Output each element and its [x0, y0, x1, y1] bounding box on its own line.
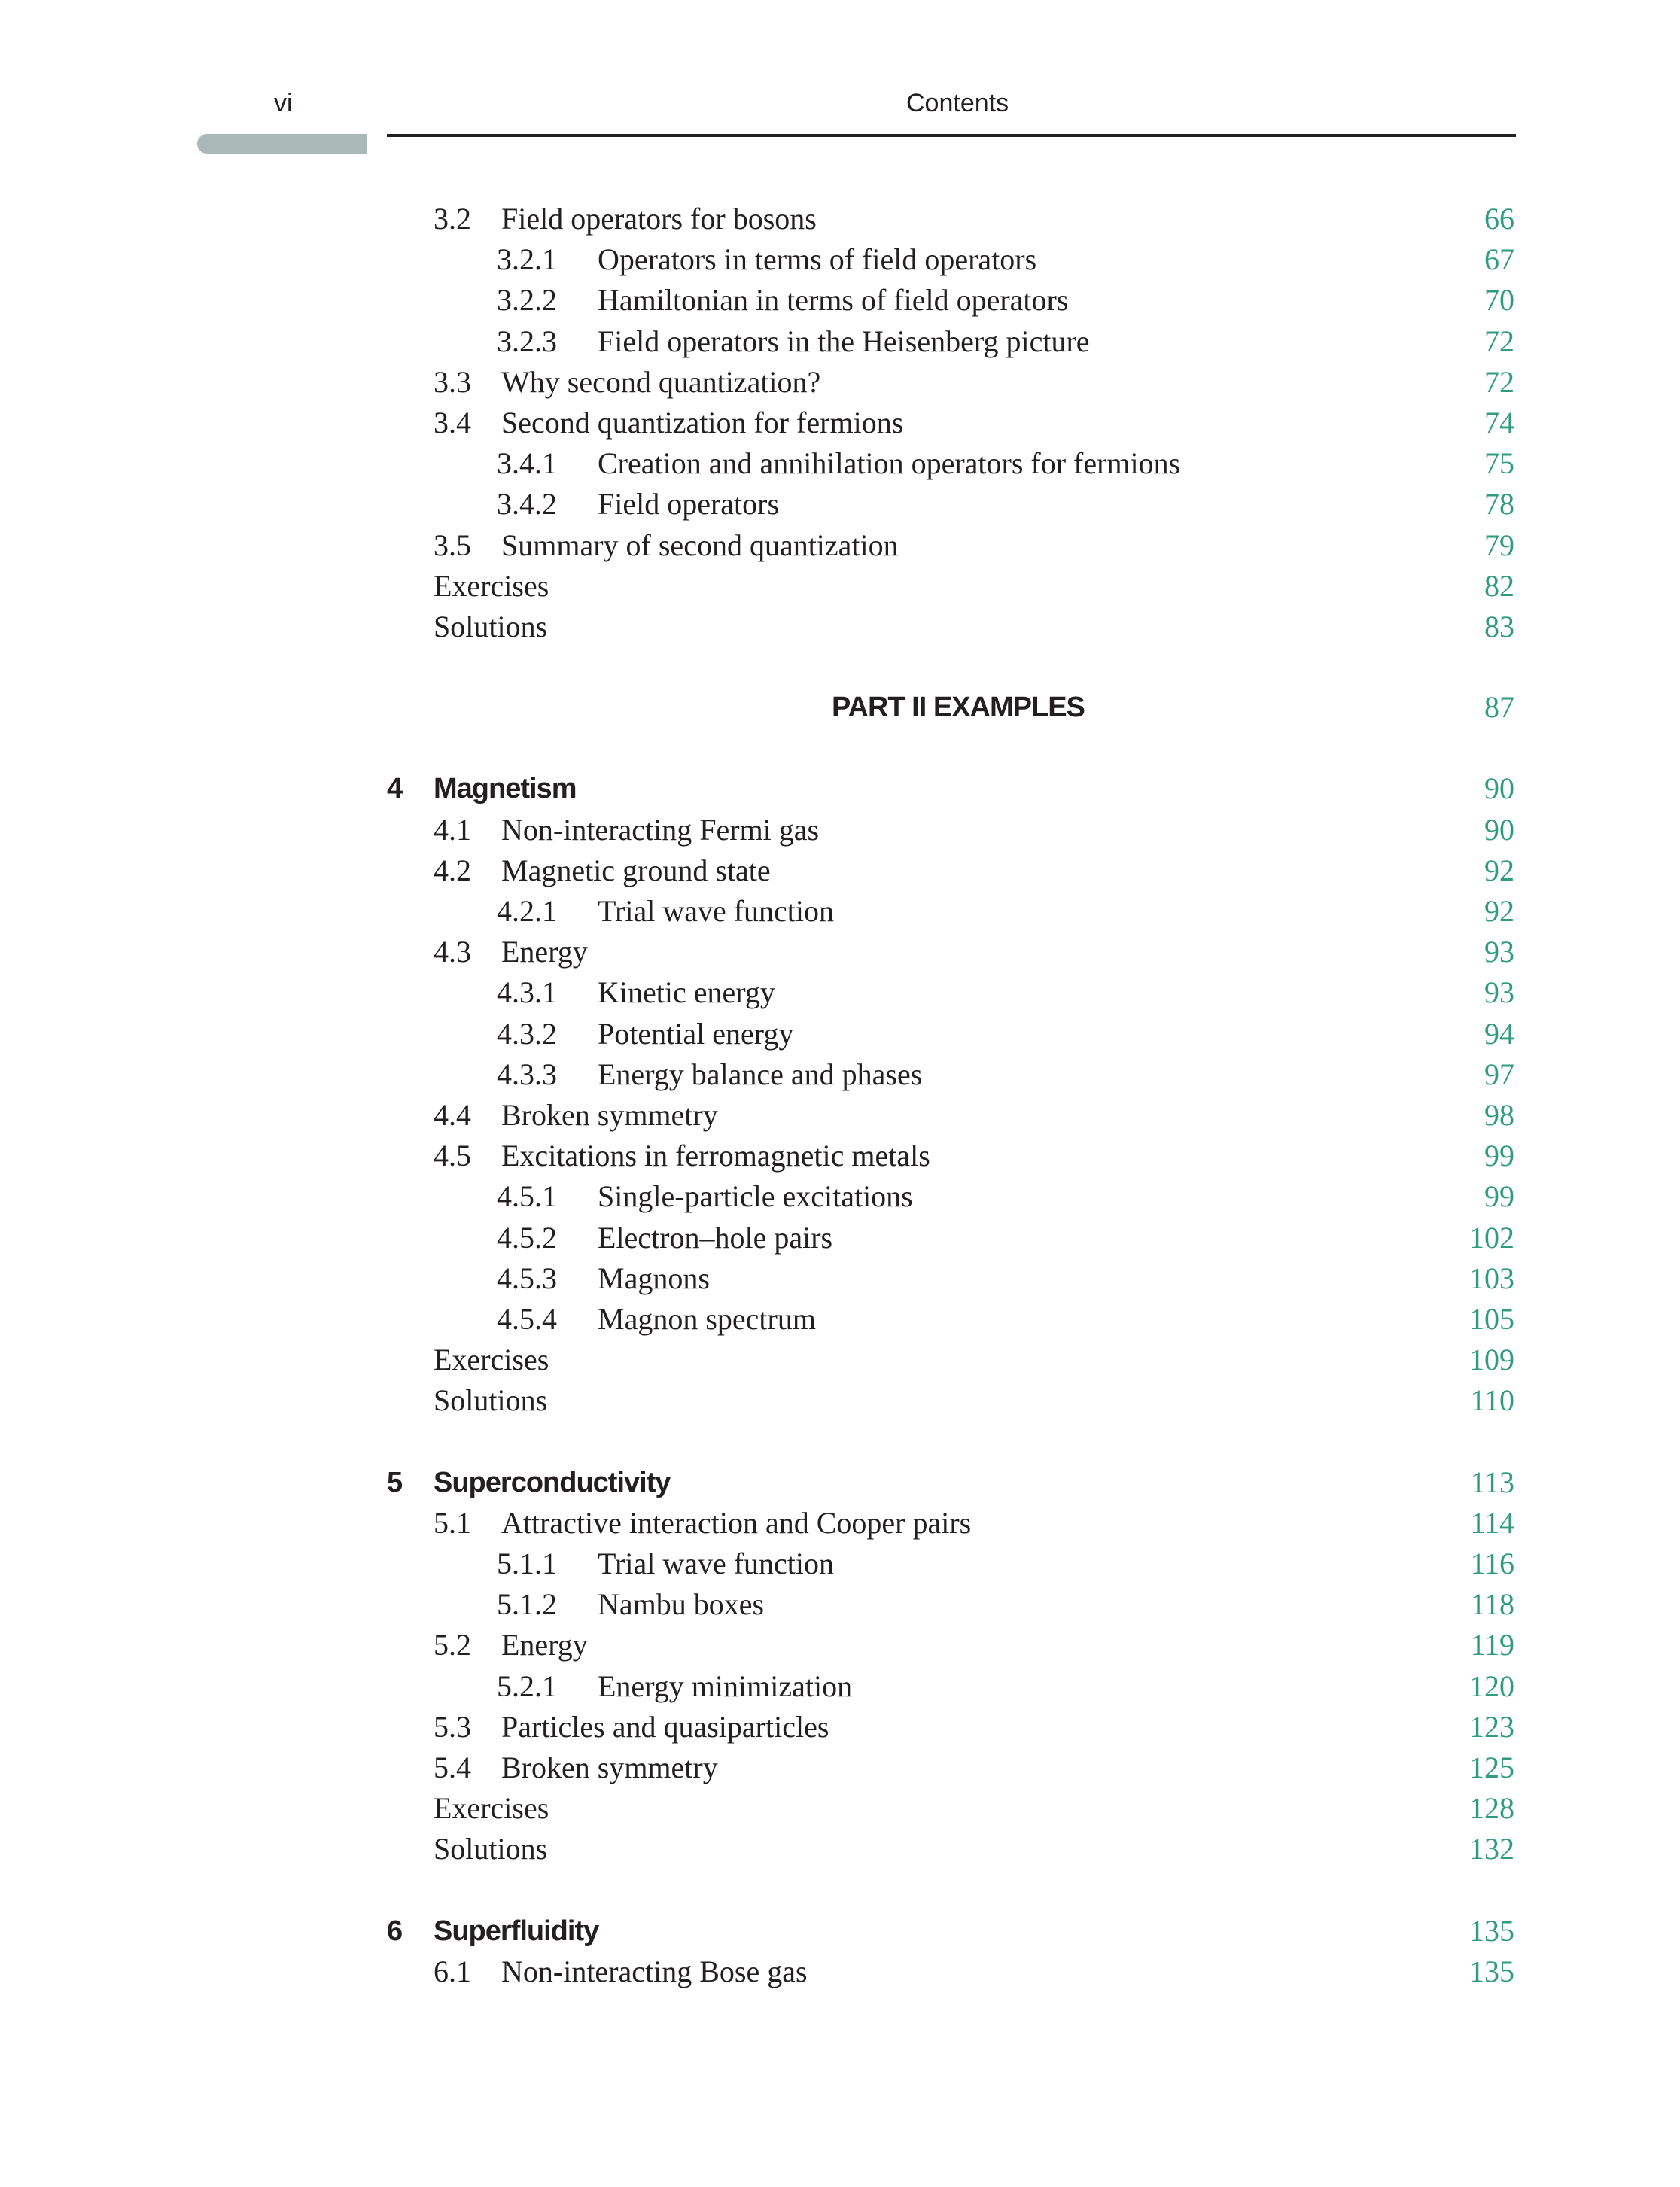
toc-subsection[interactable]: [0, 1584, 1680, 1625]
toc-entry-number: 5.2: [434, 1628, 471, 1662]
toc-entry-page: 72: [1484, 324, 1514, 358]
toc-entry-page: 113: [1470, 1465, 1514, 1499]
toc-entry-page: 125: [1469, 1751, 1514, 1784]
toc-entry-number: 4.3.1: [497, 975, 557, 1010]
toc-subsection[interactable]: [0, 1054, 1680, 1095]
toc-entry-number: 4.5.4: [497, 1302, 557, 1336]
toc-entry-title: Broken symmetry: [501, 1751, 718, 1784]
toc-entry-page: 87: [1484, 690, 1514, 725]
toc-entry-page: 83: [1484, 610, 1514, 643]
toc-entry-number: 5: [387, 1466, 403, 1498]
toc-entry-title: Magnons: [598, 1261, 710, 1295]
toc-entry-page: 70: [1484, 283, 1514, 318]
toc-plain[interactable]: [0, 1829, 1680, 1869]
toc-entry-number: 3.5: [434, 528, 471, 562]
toc-entry-title: Field operators for bosons: [501, 202, 817, 236]
toc-entry-number: 4.5.1: [497, 1179, 557, 1214]
toc-subsection[interactable]: [0, 1299, 1680, 1340]
toc-entry-page: 92: [1484, 894, 1514, 928]
toc-entry-title: Energy minimization: [598, 1668, 853, 1703]
toc-entry-title: Exercises: [434, 568, 549, 603]
toc-entry-page: 128: [1469, 1791, 1514, 1826]
toc-section[interactable]: [0, 850, 1680, 891]
toc-entry-title: Solutions: [434, 610, 548, 643]
toc-entry-title: Operators in terms of field operators: [598, 242, 1037, 277]
toc-section[interactable]: [0, 1136, 1680, 1176]
toc-entry-title: Energy balance and phases: [598, 1057, 923, 1091]
toc-entry-title: Hamiltonian in terms of field operators: [598, 283, 1069, 318]
toc-entry-title: PART II EXAMPLES: [832, 692, 1085, 724]
toc-section[interactable]: [0, 932, 1680, 972]
toc-entry-number: 5.1: [434, 1505, 471, 1540]
toc-entry-title: Field operators: [598, 487, 780, 522]
toc-entry-page: 93: [1484, 935, 1514, 969]
toc-entry-number: 5.3: [434, 1709, 471, 1744]
toc-entry-title: Magnetism: [434, 773, 577, 805]
toc-entry-title: Magnetic ground state: [501, 853, 771, 887]
toc-entry-number: 4.2.1: [497, 894, 557, 928]
toc-plain[interactable]: [0, 566, 1680, 607]
toc-section[interactable]: [0, 525, 1680, 566]
toc-entry-page: 74: [1484, 406, 1514, 440]
header-title: Contents: [906, 89, 1009, 117]
toc-entry-page: 102: [1469, 1220, 1514, 1255]
toc-entry-title: Attractive interaction and Cooper pairs: [501, 1505, 972, 1540]
toc-entry-title: Non-interacting Fermi gas: [501, 812, 820, 847]
toc-entry-title: Trial wave function: [598, 894, 835, 928]
toc-entry-title: Energy: [501, 1628, 588, 1662]
toc-entry-title: Exercises: [434, 1343, 549, 1377]
toc-entry-number: 4.3.3: [497, 1057, 557, 1091]
toc-chapter[interactable]: [0, 1911, 1680, 1951]
toc-section[interactable]: [0, 1625, 1680, 1665]
toc-entry-number: 5.4: [434, 1751, 471, 1784]
toc-entry-page: 110: [1470, 1383, 1514, 1418]
toc-entry-page: 79: [1484, 528, 1514, 562]
toc-subsection[interactable]: [0, 1218, 1680, 1258]
toc-entry-number: 4.1: [434, 812, 471, 847]
toc-entry-page: 75: [1484, 446, 1514, 481]
toc-subsection[interactable]: [0, 1258, 1680, 1299]
toc-subsection[interactable]: [0, 891, 1680, 932]
toc-entry-page: 132: [1469, 1832, 1514, 1866]
toc-entry-title: Second quantization for fermions: [501, 406, 904, 440]
toc-entry-page: 116: [1470, 1547, 1514, 1580]
toc-entry-page: 82: [1484, 568, 1514, 603]
toc-entry-number: 4.4: [434, 1098, 471, 1132]
toc-entry-page: 109: [1469, 1343, 1514, 1377]
toc-entry-page: 97: [1484, 1057, 1514, 1091]
toc-entry-page: 93: [1484, 975, 1514, 1010]
toc-subsection[interactable]: [0, 1666, 1680, 1707]
toc-subsection[interactable]: [0, 1014, 1680, 1054]
toc-entry-page: 105: [1469, 1302, 1514, 1336]
toc-entry-number: 3.2.2: [497, 283, 557, 318]
toc-section[interactable]: [0, 1951, 1680, 1992]
toc-entry-number: 4.5.3: [497, 1261, 557, 1295]
toc-entry-number: 4.5: [434, 1139, 471, 1173]
toc-subsection[interactable]: [0, 1544, 1680, 1584]
toc-plain[interactable]: [0, 607, 1680, 647]
toc-section[interactable]: [0, 199, 1680, 239]
toc-entry-number: 3.4.2: [497, 487, 557, 522]
toc-chapter[interactable]: [0, 1462, 1680, 1503]
toc-entry-title: Creation and annihilation operators for fermions: [598, 446, 1181, 481]
toc-entry-number: 5.1.2: [497, 1587, 557, 1622]
toc-entry-page: 114: [1470, 1505, 1514, 1540]
toc-entry-title: Solutions: [434, 1832, 548, 1866]
toc-entry-page: 67: [1484, 242, 1514, 277]
toc-entry-page: 90: [1484, 771, 1514, 806]
toc-entry-page: 103: [1469, 1261, 1514, 1295]
toc-entry-number: 4.3.2: [497, 1016, 557, 1051]
toc-subsection[interactable]: [0, 972, 1680, 1013]
toc-entry-number: 3.4: [434, 406, 471, 440]
toc-entry-number: 6: [387, 1915, 403, 1947]
toc-entry-number: 3.2.1: [497, 242, 557, 277]
toc-entry-number: 4.2: [434, 853, 471, 887]
toc-entry-page: 72: [1484, 364, 1514, 399]
toc-entry-title: Non-interacting Bose gas: [501, 1954, 808, 1988]
toc-entry-title: Kinetic energy: [598, 975, 775, 1010]
toc-entry-page: 78: [1484, 487, 1514, 522]
toc-subsection[interactable]: [0, 280, 1680, 321]
toc-plain[interactable]: [0, 1380, 1680, 1421]
toc-entry-title: Magnon spectrum: [598, 1302, 816, 1336]
toc-entry-page: 94: [1484, 1016, 1514, 1051]
toc-subsection[interactable]: [0, 443, 1680, 484]
toc-entry-number: 6.1: [434, 1954, 471, 1988]
toc-entry-title: Single-particle excitations: [598, 1179, 913, 1214]
toc-entry-title: Summary of second quantization: [501, 528, 899, 562]
toc-entry-number: 4: [387, 773, 403, 805]
toc-section[interactable]: [0, 1095, 1680, 1136]
toc-entry-page: 66: [1484, 202, 1514, 236]
toc-entry-number: 3.2.3: [497, 324, 557, 358]
toc-entry-page: 99: [1484, 1139, 1514, 1173]
toc-plain[interactable]: [0, 1340, 1680, 1380]
toc-subsection[interactable]: [0, 239, 1680, 280]
toc-entry-page: 99: [1484, 1179, 1514, 1214]
toc-entry-number: 5.1.1: [497, 1547, 557, 1580]
toc-section[interactable]: [0, 810, 1680, 850]
toc-entry-page: 120: [1469, 1668, 1514, 1703]
toc-subsection[interactable]: [0, 321, 1680, 362]
toc-entry-title: Exercises: [434, 1791, 549, 1826]
toc-entry-page: 118: [1470, 1587, 1514, 1622]
toc-entry-number: 5.2.1: [497, 1668, 557, 1703]
toc-entry-number: 4.3: [434, 935, 471, 969]
toc-entry-page: 98: [1484, 1098, 1514, 1132]
toc-entry-title: Superfluidity: [434, 1915, 599, 1947]
toc-entry-page: 119: [1470, 1628, 1514, 1662]
toc-entry-title: Excitations in ferromagnetic metals: [501, 1139, 930, 1173]
toc-subsection[interactable]: [0, 1176, 1680, 1217]
toc-entry-page: 135: [1469, 1913, 1514, 1948]
toc-entry-title: Nambu boxes: [598, 1587, 765, 1622]
toc-entry-title: Broken symmetry: [501, 1098, 718, 1132]
toc-section[interactable]: [0, 1747, 1680, 1788]
toc-subsection[interactable]: [0, 484, 1680, 525]
toc-entry-title: Field operators in the Heisenberg picture: [598, 324, 1090, 358]
toc-entry-title: Trial wave function: [598, 1547, 835, 1580]
toc-entry-number: 3.3: [434, 364, 471, 399]
toc-entry-title: Why second quantization?: [501, 364, 821, 399]
toc-entry-page: 135: [1469, 1954, 1514, 1988]
toc-entry-page: 123: [1469, 1709, 1514, 1744]
header-page-number: vi: [274, 89, 293, 117]
toc-section[interactable]: [0, 403, 1680, 443]
toc-section[interactable]: [0, 362, 1680, 403]
toc-entry-number: 3.4.1: [497, 446, 557, 481]
toc-part[interactable]: [0, 687, 1680, 728]
toc-entry-page: 92: [1484, 853, 1514, 887]
toc-entry-page: 90: [1484, 812, 1514, 847]
toc-entry-title: Energy: [501, 935, 588, 969]
toc-chapter[interactable]: [0, 768, 1680, 809]
toc-section[interactable]: [0, 1503, 1680, 1544]
toc-entry-title: Superconductivity: [434, 1466, 671, 1498]
toc-entry-number: 3.2: [434, 202, 471, 236]
toc-entry-title: Electron–hole pairs: [598, 1220, 833, 1255]
toc-entry-title: Solutions: [434, 1383, 548, 1418]
toc-entry-title: Potential energy: [598, 1016, 794, 1051]
toc-plain[interactable]: [0, 1788, 1680, 1829]
toc-section[interactable]: [0, 1707, 1680, 1747]
toc-entry-number: 4.5.2: [497, 1220, 557, 1255]
toc-entry-title: Particles and quasiparticles: [501, 1709, 829, 1744]
